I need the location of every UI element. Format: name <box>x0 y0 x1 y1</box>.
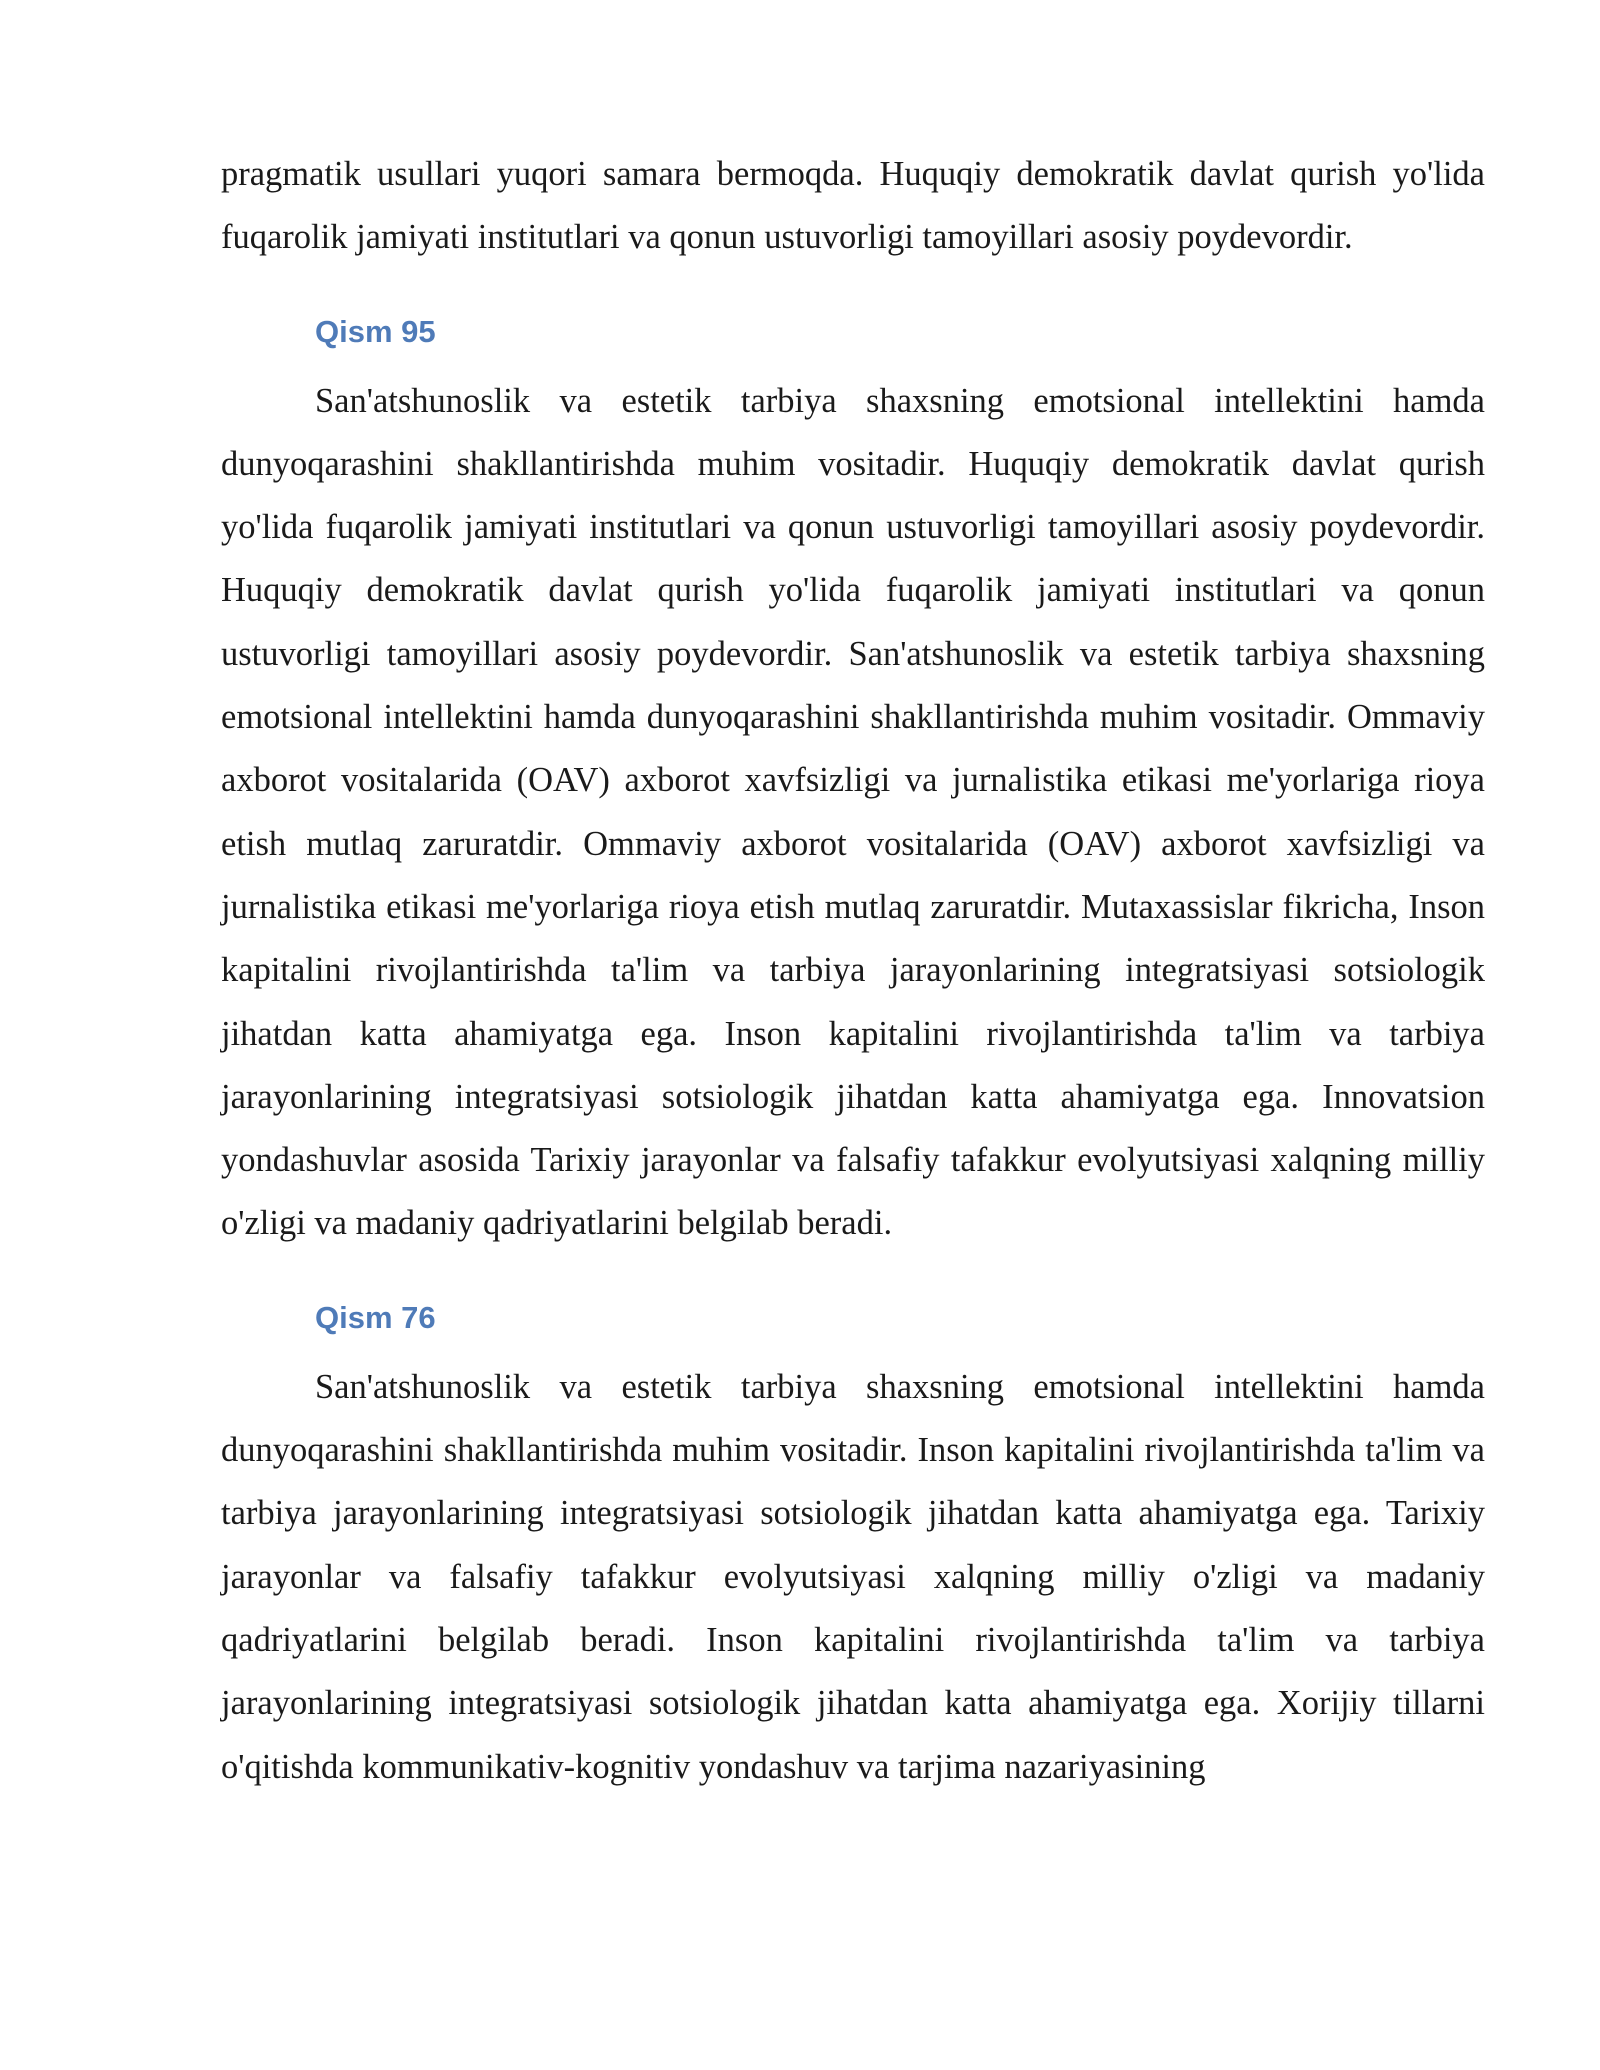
section-paragraph-76: San'atshunoslik va estetik tarbiya shaxsning emotsional intellektini hamda dunyoqarashini shakllantirishda muhim vositadir. Inson kapitalini rivojlantirishda ta'lim va tarbiya jarayonlarining integratsiyasi sotsiologik jihatdan katta ahamiyatga ega. Tarixiy jarayonlar va falsafiy tafakkur evolyutsiyasi xalqning milliy o'zligi va madaniy qadriyatlarini belgilab beradi. Inson kapitalini rivojlantirishda ta'lim va tarbiya jarayonlarining integratsiyasi sotsiologik jihatdan katta ahamiyatga ega. Xorijiy tillarni o'qitishda kommunikativ-kognitiv yondashuv va tarjima nazariyasining <box>221 1367 1485 1786</box>
document-page <box>221 143 1485 1799</box>
section-paragraph-95: San'atshunoslik va estetik tarbiya shaxsning emotsional intellektini hamda dunyoqarashini shakllantirishda muhim vositadir. Huquqiy demokratik davlat qurish yo'lida fuqarolik jamiyati institutlari va qonun ustuvorligi tamoyillari asosiy poydevordir. Huquqiy demokratik davlat qurish yo'lida fuqarolik jamiyati institutlari va qonun ustuvorligi tamoyillari asosiy poydevordir. San'atshunoslik va estetik tarbiya shaxsning emotsional intellektini hamda dunyoqarashini shakllantirishda muhim vositadir. Ommaviy axborot vositalarida (OAV) axborot xavfsizligi va jurnalistika etikasi me'yorlariga rioya etish mutlaq zaruratdir. Ommaviy axborot vositalarida (OAV) axborot xavfsizligi va jurnalistika etikasi me'yorlariga rioya etish mutlaq zaruratdir. Mutaxassislar fikricha, Inson kapitalini rivojlantirishda ta'lim va tarbiya jarayonlarining integratsiyasi sotsiologik jihatdan katta ahamiyatga ega. Inson kapitalini rivojlantirishda ta'lim va tarbiya jarayonlarining integratsiyasi sotsiologik jihatdan katta ahamiyatga ega. Innovatsion yondashuvlar asosida Tarixiy jarayonlar va falsafiy tafakkur evolyutsiyasi xalqning milliy o'zligi va madaniy qadriyatlarini belgilab beradi. <box>221 381 1485 1243</box>
intro-paragraph: pragmatik usullari yuqori samara bermoqda. Huquqiy demokratik davlat qurish yo'lida fuqarolik jamiyati institutlari va qonun ustuvorligi tamoyillari asosiy poydevordir. <box>221 155 1485 257</box>
section-heading-76: Qism 76 <box>315 1299 436 1335</box>
section-heading-95: Qism 95 <box>315 313 436 349</box>
